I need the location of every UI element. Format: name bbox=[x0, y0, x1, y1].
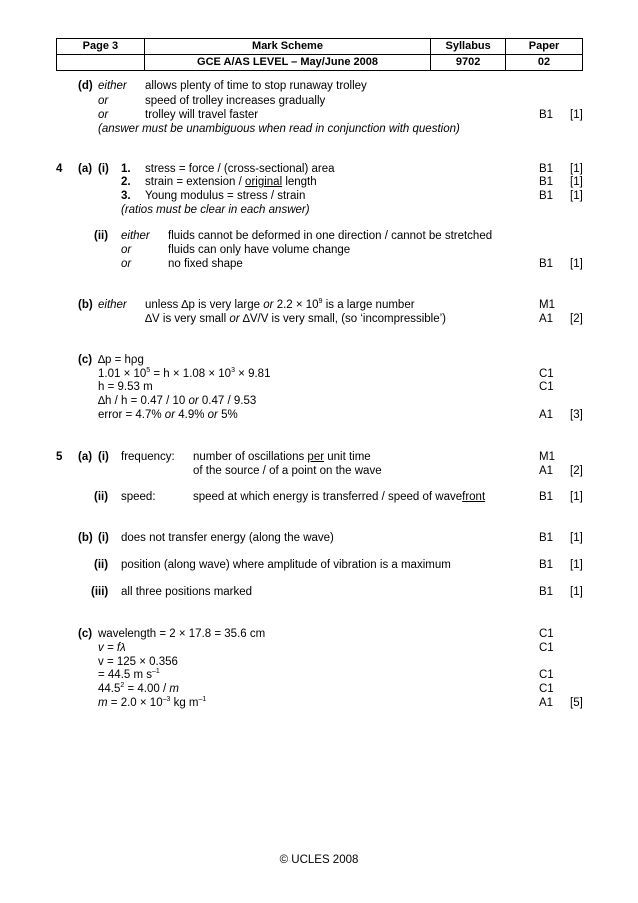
mark: B1 bbox=[539, 163, 554, 175]
mark: C1 bbox=[539, 381, 554, 393]
part-label: (c) bbox=[78, 354, 93, 366]
mark-total: [2] bbox=[570, 313, 583, 325]
mark: B1 bbox=[539, 586, 554, 598]
answer-line: stress = force / (cross-sectional) area bbox=[145, 163, 335, 175]
answer-line: no fixed shape bbox=[168, 258, 243, 270]
answer-line: Young modulus = stress / strain bbox=[145, 190, 306, 202]
or-word: or bbox=[121, 258, 132, 270]
mark: B1 bbox=[539, 109, 554, 121]
mark: C1 bbox=[539, 683, 554, 695]
part-label: (a) bbox=[78, 451, 93, 463]
answer-line: fluids can only have volume change bbox=[168, 244, 351, 256]
header-paper-label: Paper bbox=[506, 39, 583, 55]
equation-line: v = fλ bbox=[98, 642, 126, 654]
part-label: (d) bbox=[78, 80, 93, 92]
answer-line: all three positions marked bbox=[121, 586, 253, 598]
part-label: (c) bbox=[78, 628, 93, 640]
subpart-label: (ii) bbox=[94, 491, 109, 503]
mark: A1 bbox=[539, 465, 554, 477]
header-paper-code: 02 bbox=[506, 55, 583, 71]
part-label: (a) bbox=[78, 163, 93, 175]
mark-total: [2] bbox=[570, 465, 583, 477]
mark: A1 bbox=[539, 313, 554, 325]
answer-line: unless ∆p is very large or $2.2 \times 10^9$ is a large number bbox=[145, 298, 415, 311]
equation-line: = 44.5 m $s^{-1}$ bbox=[98, 668, 160, 681]
equation-line: ∆p = hρg bbox=[98, 354, 144, 366]
footer-copyright: © UCLES 2008 bbox=[279, 854, 359, 866]
mark-total: [1] bbox=[570, 109, 583, 121]
either-word: either bbox=[98, 80, 127, 92]
examiner-note: (ratios must be clear in each answer) bbox=[121, 204, 310, 216]
mark: M1 bbox=[539, 451, 555, 463]
equation-line: wavelength = 2 × 17.8 = 35.6 cm bbox=[98, 628, 266, 640]
mark: B1 bbox=[539, 258, 554, 270]
answer-line: of the source / of a point on the wave bbox=[193, 465, 382, 477]
answer-line: strain = extension / original length bbox=[145, 176, 317, 188]
equation-line: $m = 2.0 \times 10^{-3}$ kg $m^{-1}$ bbox=[98, 696, 207, 709]
subpart-label: (i) bbox=[98, 163, 109, 175]
subpart-label: (i) bbox=[98, 532, 109, 544]
part-label: (b) bbox=[78, 532, 93, 544]
answer-line: speed of trolley increases gradually bbox=[145, 95, 326, 107]
question-number: 4 bbox=[56, 163, 63, 175]
mark-total: [3] bbox=[570, 409, 583, 421]
answer-line: trolley will travel faster bbox=[145, 109, 259, 121]
header-syllabus-code: 9702 bbox=[431, 55, 506, 71]
mark: A1 bbox=[539, 697, 554, 709]
mark-total: [5] bbox=[570, 697, 583, 709]
equation-line: $44.5^2 = 4.00 / m$ bbox=[98, 682, 179, 695]
mark: C1 bbox=[539, 368, 554, 380]
examiner-note: (answer must be unambiguous when read in conjunction with question) bbox=[98, 123, 460, 135]
or-word: or bbox=[98, 109, 109, 121]
answer-line: fluids cannot be deformed in one direction / cannot be stretched bbox=[168, 230, 493, 242]
mark-total: [1] bbox=[570, 586, 583, 598]
header-empty bbox=[57, 55, 145, 71]
or-word: or bbox=[121, 244, 132, 256]
either-word: either bbox=[98, 299, 127, 311]
header-table bbox=[56, 38, 583, 71]
answer-line: number of oscillations per unit time bbox=[193, 451, 371, 463]
answer-line: position (along wave) where amplitude of vibration is a maximum bbox=[121, 559, 451, 571]
question-number: 5 bbox=[56, 451, 63, 463]
subpart-label: (i) bbox=[98, 451, 109, 463]
mark-total: [1] bbox=[570, 559, 583, 571]
subpart-label: (ii) bbox=[94, 559, 109, 571]
part-label: (b) bbox=[78, 299, 93, 311]
mark-total: [1] bbox=[570, 176, 583, 188]
mark: B1 bbox=[539, 532, 554, 544]
mark: C1 bbox=[539, 669, 554, 681]
header-syllabus-label: Syllabus bbox=[431, 39, 506, 55]
answer-line: speed at which energy is transferred / speed of wavefront bbox=[193, 491, 486, 503]
item-number: 1. bbox=[121, 163, 131, 175]
mark-total: [1] bbox=[570, 532, 583, 544]
mark: A1 bbox=[539, 409, 554, 421]
mark-total: [1] bbox=[570, 190, 583, 202]
or-word: or bbox=[98, 95, 109, 107]
term-label: frequency: bbox=[121, 451, 175, 463]
term-label: speed: bbox=[121, 491, 156, 503]
equation-line: v = 125 × 0.356 bbox=[98, 656, 178, 668]
mark-total: [1] bbox=[570, 163, 583, 175]
equation-line: $1.01 \times 10^5 = h \times 1.08 \times 10^3 \times 9.81$ bbox=[98, 367, 271, 380]
either-word: either bbox=[121, 230, 150, 242]
answer-line: ∆V is very small or ∆V/V is very small, (so ‘incompressible’) bbox=[145, 313, 447, 325]
equation-line: h = 9.53 m bbox=[98, 381, 153, 393]
header-title: Mark Scheme bbox=[144, 39, 430, 55]
mark-total: [1] bbox=[570, 491, 583, 503]
mark: C1 bbox=[539, 628, 554, 640]
header-exam: GCE A/AS LEVEL – May/June 2008 bbox=[144, 55, 430, 71]
item-number: 2. bbox=[121, 176, 131, 188]
mark: B1 bbox=[539, 190, 554, 202]
subpart-label: (iii) bbox=[91, 586, 109, 598]
answer-line: allows plenty of time to stop runaway trolley bbox=[145, 80, 367, 92]
subpart-label: (ii) bbox=[94, 230, 109, 242]
equation-line: error = 4.7% or 4.9% or 5% bbox=[98, 409, 238, 421]
mark: C1 bbox=[539, 642, 554, 654]
answer-line: does not transfer energy (along the wave) bbox=[121, 532, 334, 544]
header-page: Page 3 bbox=[57, 39, 145, 55]
equation-line: ∆h / h = 0.47 / 10 or 0.47 / 9.53 bbox=[98, 395, 257, 407]
mark: B1 bbox=[539, 176, 554, 188]
mark: B1 bbox=[539, 559, 554, 571]
mark: M1 bbox=[539, 299, 555, 311]
mark: B1 bbox=[539, 491, 554, 503]
mark-total: [1] bbox=[570, 258, 583, 270]
item-number: 3. bbox=[121, 190, 131, 202]
